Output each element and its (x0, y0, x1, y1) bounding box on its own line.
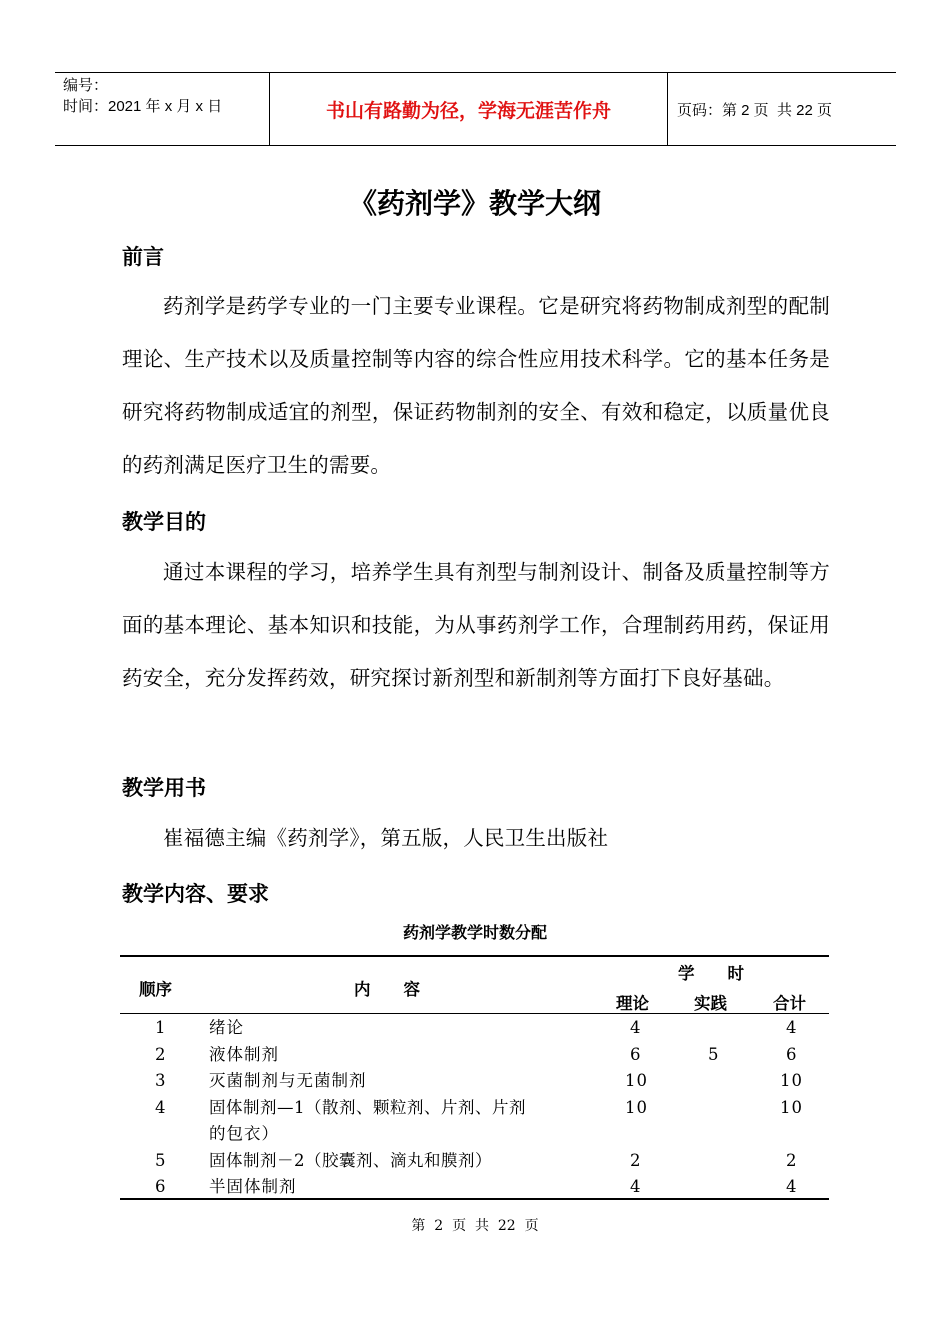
header-page-info: 页码：第 2 页 共 22 页 (677, 101, 833, 119)
section-heading-purpose: 教学目的 (122, 510, 206, 534)
table-row-order: 5 (155, 1151, 167, 1170)
time-label: 时间：2021 年 x 月 x 日 (63, 98, 223, 115)
table-row-total: 10 (780, 1098, 803, 1117)
header-practice: 实践 (694, 994, 727, 1013)
table-row-order: 3 (155, 1071, 167, 1090)
table-row-total: 10 (780, 1071, 803, 1090)
header-divider (667, 73, 668, 145)
table-row-order: 1 (155, 1018, 167, 1037)
table-row-theory: 4 (630, 1177, 642, 1196)
table-row-theory: 10 (625, 1098, 648, 1117)
header-hours: 学 时 (678, 964, 744, 983)
table-row-total: 2 (786, 1151, 798, 1170)
header-meta (63, 75, 268, 117)
table-row-theory: 10 (625, 1071, 648, 1090)
section-heading-textbook: 教学用书 (122, 776, 206, 800)
table-rule-top (120, 955, 829, 957)
page-header (55, 72, 896, 146)
section-text-textbook: 崔福德主编《药剂学》，第五版，人民卫生出版社 (163, 826, 609, 850)
header-total: 合计 (773, 994, 806, 1013)
section-heading-preface: 前言 (122, 245, 164, 269)
document-title: 《药剂学》教学大纲 (348, 187, 601, 220)
table-row-theory: 4 (630, 1018, 642, 1037)
section-text-purpose: 通过本课程的学习，培养学生具有剂型与制剂设计、制备及质量控制等方面的基本理论、基本知识和技能，为从事药剂学工作，合理制药用药，保证用药安全，充分发挥药效，研究探讨新剂型和新制剂等方面打下良好基础。 (122, 560, 830, 690)
section-heading-content: 教学内容、要求 (122, 882, 269, 906)
section-text-preface: 药剂学是药学专业的一门主要专业课程。它是研究将药物制成剂型的配制理论、生产技术以及质量控制等内容的综合性应用技术科学。它的基本任务是研究将药物制成适宜的剂型，保证药物制剂的安全、有效和稳定，以质量优良的药剂满足医疗卫生的需要。 (122, 294, 830, 477)
table-row-content: 液体制剂 (209, 1045, 279, 1064)
header-theory: 理论 (616, 994, 649, 1013)
table-row-content: 半固体制剂 (209, 1177, 297, 1196)
table-row-total: 4 (786, 1177, 798, 1196)
table-row-order: 6 (155, 1177, 167, 1196)
table-row-practice: 5 (708, 1045, 720, 1064)
page-footer: 第 2 页 共 22 页 (411, 1218, 539, 1234)
table-row-order: 4 (155, 1098, 167, 1117)
table-row-content-cont: 的包衣） (209, 1124, 279, 1143)
table-row-content: 固体制剂—1（散剂、颗粒剂、片剂、片剂 (209, 1098, 526, 1117)
table-row-total: 6 (786, 1045, 798, 1064)
header-order: 顺序 (139, 980, 172, 999)
table-row-order: 2 (155, 1045, 167, 1064)
table-row-theory: 6 (630, 1045, 642, 1064)
table-row-content: 绪论 (209, 1018, 244, 1037)
table-row-theory: 2 (630, 1151, 642, 1170)
table-row-content: 固体制剂－2（胶囊剂、滴丸和膜剂） (209, 1151, 492, 1170)
table-row-content: 灭菌制剂与无菌制剂 (209, 1071, 367, 1090)
table-row-total: 4 (786, 1018, 798, 1037)
header-motto: 书山有路勤为径，学海无涯苦作舟 (325, 99, 611, 122)
table-caption: 药剂学教学时数分配 (402, 923, 547, 942)
header-content: 内 容 (354, 980, 420, 999)
serial-label: 编号： (63, 77, 109, 94)
